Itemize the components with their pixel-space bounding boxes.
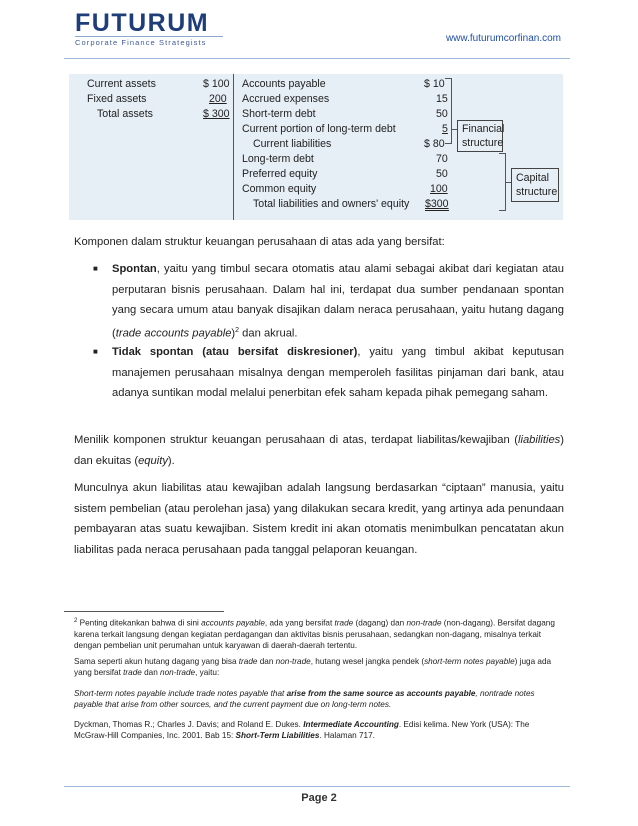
asset-value: 200 bbox=[209, 93, 227, 105]
liability-value: 50 bbox=[436, 108, 448, 120]
liability-label: Accrued expenses bbox=[242, 93, 330, 105]
footnote-text: ) juga ada yang bersifat bbox=[74, 657, 552, 678]
reference-chapter-title: Short-Term Liabilities bbox=[235, 731, 320, 741]
bullet-spontaneous: Spontan, yaitu yang timbul secara otomatis atau alami sebagai akibat dari kegiatan atau perputaran bisnis perusahaan. Dalam hal ini, terdapat dua sumber pendanaan spontan yang secara umum atau banyak disajikan dalam neraca perusahaan, yaitu hutang dagang (trade accounts payable)$^2$ dan akrual. bbox=[112, 263, 564, 340]
footnote-ref[interactable]: 2 bbox=[235, 326, 240, 334]
capital-bracket-bottom bbox=[499, 210, 506, 211]
footnote-text: , yaitu: bbox=[195, 668, 220, 678]
italic-term: liabilities bbox=[517, 434, 561, 446]
footnote-text: dan bbox=[141, 668, 161, 678]
bullet-italic-term: trade accounts payable bbox=[115, 327, 232, 340]
asset-value: $ 100 bbox=[203, 78, 230, 90]
capital-structure-label: structure bbox=[516, 186, 558, 198]
liability-subtotal-label: Current liabilities bbox=[253, 138, 332, 150]
bullet-text: , yaitu yang timbul secara otomatis atau alami sebagai akibat dari kegiatan atau perputaran bisnis perusahaan. Dalam hal ini, terdapat dua sumber pendanaan spontan yang secara umum atau banyak disajikan dalam neraca perusahaan, yaitu hutang dagang ( bbox=[112, 263, 564, 340]
footnote-number: 2 bbox=[74, 618, 78, 624]
paragraph-text: Menilik komponen struktur keuangan perusahaan di atas, terdapat liabilitas/kewajiban ( bbox=[74, 434, 518, 446]
asset-label: Current assets bbox=[87, 78, 156, 90]
quote-text: Short-term notes payable include trade notes payable that bbox=[74, 689, 287, 698]
asset-total-label: Total assets bbox=[97, 108, 153, 120]
reference-text: . Halaman 717. bbox=[319, 731, 375, 741]
quote-text: , nontrade notes payable that arise from other sources, and the current payment due on long-term notes. bbox=[74, 689, 535, 710]
asset-total-value: $ 300 bbox=[203, 108, 230, 120]
footnote-quote bbox=[74, 688, 564, 711]
financial-structure-label-box bbox=[457, 120, 503, 152]
footnote-italic: short-term notes payable bbox=[424, 657, 515, 666]
liability-label: Preferred equity bbox=[242, 168, 318, 180]
reference-book-title: Intermediate Accounting bbox=[303, 720, 399, 729]
capital-bracket-top bbox=[499, 153, 506, 154]
footnote-text: (dagang) dan bbox=[353, 618, 407, 628]
liability-label: Common equity bbox=[242, 183, 317, 195]
paragraph-text: ). bbox=[167, 454, 175, 467]
logo-tagline: Corporate Finance Strategists bbox=[75, 36, 223, 47]
liability-label: Long-term debt bbox=[242, 153, 314, 165]
bullet-non-spontaneous bbox=[112, 342, 564, 404]
liability-value: 15 bbox=[436, 93, 448, 105]
footnote-2 bbox=[74, 616, 564, 652]
page-number: Page 2 bbox=[301, 792, 337, 804]
logo-wordmark: FUTURUM bbox=[75, 9, 210, 37]
footnote-italic: trade bbox=[123, 668, 142, 678]
footnote-text: dan bbox=[257, 657, 276, 666]
footnote-italic: trade bbox=[334, 618, 354, 628]
bullet-term: Tidak spontan (atau bersifat diskresioner) bbox=[112, 346, 358, 358]
company-logo bbox=[75, 10, 223, 47]
header-divider bbox=[64, 58, 570, 59]
footnote-italic: non-trade bbox=[275, 657, 311, 666]
footer-divider bbox=[64, 786, 570, 787]
paragraph-liability-origin: Munculnya akun liabilitas atau kewajiban adalah langsung berdasarkan “ciptaan” manusia, yaitu sistem pembelian (atau perolehan jasa) yang dilakukan secara kredit, yang artinya ada penundaan pembayaran atas suatu kewajiban. Sistem kredit ini akan otomatis menimbulkan pencatatan akun liabilitas pada neraca perusahaan pada tanggal pelaporan keuangan. bbox=[74, 482, 564, 556]
italic-term: equity bbox=[138, 454, 168, 467]
liability-total-value: $300 bbox=[425, 198, 449, 210]
financial-structure-label: structure bbox=[462, 137, 504, 149]
bullet-text: dan akrual. bbox=[239, 327, 298, 340]
paragraph-text: ) dan ekuitas ( bbox=[74, 434, 564, 467]
liability-value: 50 bbox=[436, 168, 448, 180]
footnote-italic: non-trade bbox=[406, 618, 442, 628]
quote-emphasis: arise from the same source as accounts payable bbox=[286, 689, 476, 698]
financial-structure-label: Financial bbox=[462, 123, 505, 135]
footnote-divider bbox=[64, 611, 224, 612]
footnote-italic: non-trade bbox=[160, 668, 196, 678]
liability-value: $ 10 bbox=[424, 78, 445, 90]
intro-paragraph: Komponen dalam struktur keuangan perusahaan di atas ada yang bersifat: bbox=[74, 236, 445, 248]
footnote-text: (non-dagang). Bersifat dagang karena terkait langsung dengan kegiatan perdagangan dan aktivitas bisnis perusahaan, sedangkan non-dagang, misalnya terkait dengan pembelian unit perumahan untuk karyawan di daerah-daerah tertentu. bbox=[74, 618, 555, 651]
footnote-text: Sama seperti akun hutang dagang yang bisa bbox=[74, 657, 239, 666]
liability-value: 70 bbox=[436, 153, 448, 165]
footnote-italic: trade bbox=[238, 657, 258, 666]
liability-value: 5 bbox=[442, 123, 448, 135]
footnote-italic: accounts payable bbox=[201, 618, 265, 628]
footnote-notes-payable bbox=[74, 656, 564, 679]
paragraph-liabilities-equity bbox=[74, 430, 564, 471]
bullet-text: , yaitu yang timbul akibat keputusan manajemen perusahaan misalnya dengan memperoleh fasilitas pinjaman dari bank, atau adanya suntikan modal melalui penerbitan efek saham kepada pihak pemegang saham. bbox=[112, 346, 564, 399]
capital-structure-label: Capital bbox=[516, 172, 549, 184]
bullet-term: Spontan bbox=[112, 263, 157, 275]
liability-label: Accounts payable bbox=[242, 78, 326, 90]
website-url[interactable]: www.futurumcorfinan.com bbox=[445, 33, 561, 44]
footnote-reference bbox=[74, 719, 564, 742]
liability-label: Short-term debt bbox=[242, 108, 316, 120]
capital-structure-label-box bbox=[511, 168, 559, 202]
footnote-text: , hutang wesel jangka pendek ( bbox=[310, 657, 425, 666]
financial-bracket-line bbox=[451, 78, 452, 144]
financial-bracket-bottom bbox=[445, 143, 452, 144]
bullet-marker: ■ bbox=[93, 347, 98, 356]
liability-total-label: Total liabilities and owners' equity bbox=[253, 198, 410, 210]
footnote-text: , ada yang bersifat bbox=[264, 618, 335, 628]
liability-label: Current portion of long-term debt bbox=[242, 123, 396, 135]
balance-sheet-figure bbox=[69, 74, 563, 220]
liability-subtotal-value: $ 80 bbox=[424, 138, 445, 150]
reference-text: Dyckman, Thomas R.; Charles J. Davis; and Roland E. Dukes. bbox=[74, 720, 304, 729]
reference-text: . Edisi kelima. New York (USA): The McGraw-Hill Companies, Inc. 2001. Bab 15: bbox=[74, 720, 530, 741]
financial-bracket-top bbox=[445, 78, 452, 79]
bullet-marker: ■ bbox=[93, 264, 98, 273]
asset-label: Fixed assets bbox=[87, 93, 147, 105]
column-divider bbox=[233, 74, 234, 220]
liability-value: 100 bbox=[430, 183, 448, 195]
footnote-text: Penting ditekankan bahwa di sini bbox=[79, 618, 202, 628]
